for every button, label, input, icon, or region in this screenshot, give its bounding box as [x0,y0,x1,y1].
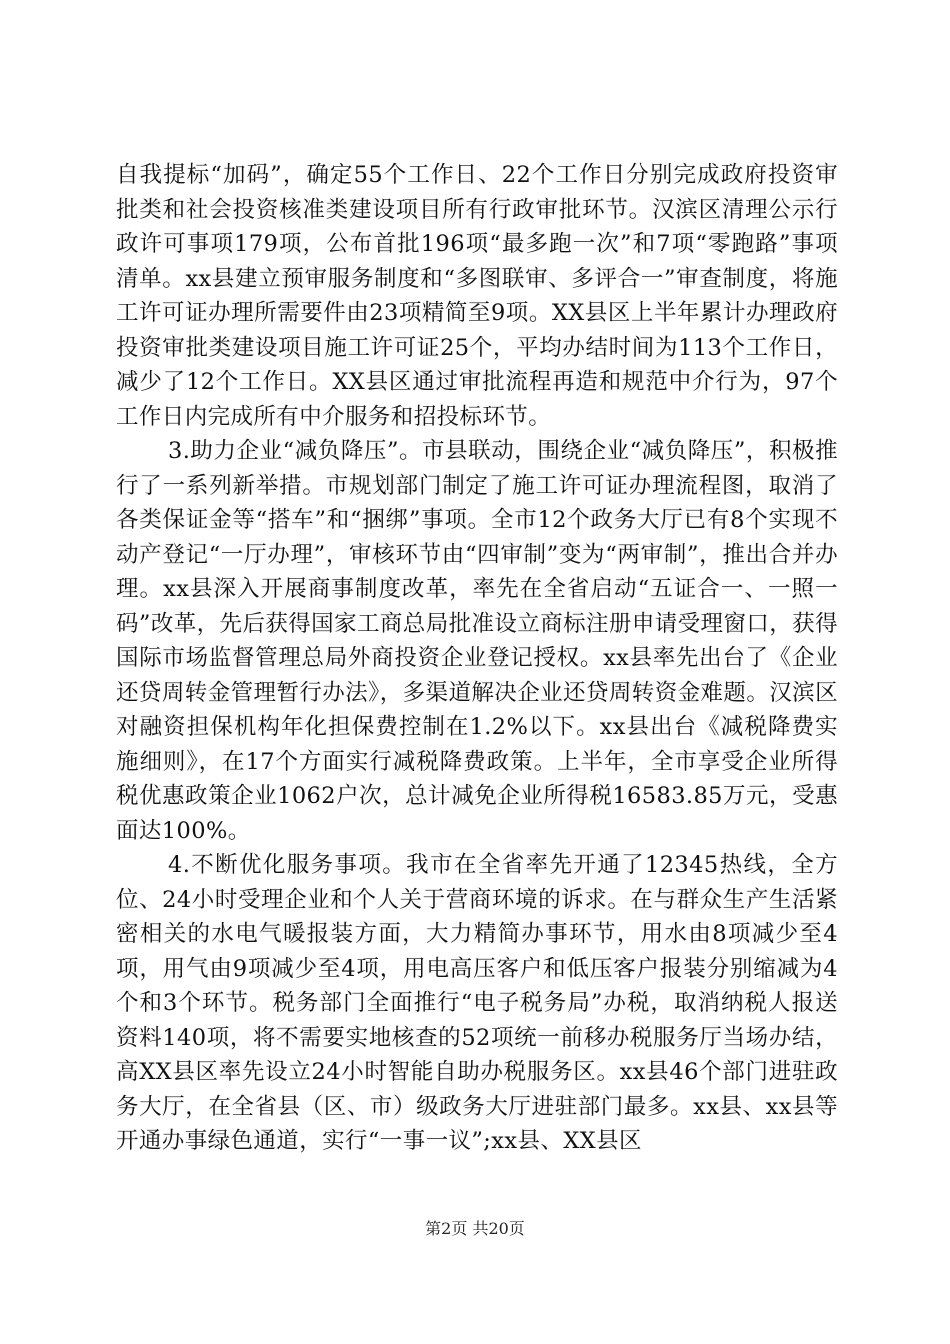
paragraph-section-4: 4.不断优化服务事项。我市在全省率先开通了12345热线，全方位、24小时受理企业和个人关于营商环境的诉求。在与群众生产生活紧密相关的水电气暖报装方面，大力精简办事环节，用水由8项减少至4项，用气由9项减少至4项，用电高压客户和低压客户报装分别缩减为4个和3个环节。税务部门全面推行“电子税务局”办税，取消纳税人报送资料140项，将不需要实地核查的52项统一前移办税服务厅当场办结，高XX县区率先设立24小时智能自助办税服务区。xx县46个部门进驻政务大厅，在全省县（区、市）级政务大厅进驻部门最多。xx县、xx县等开通办事绿色通道，实行“一事一议”;xx县、XX县区 [116,852,838,1154]
paragraph-continuation: 自我提标“加码”，确定55个工作日、22个工作日分别完成政府投资审批类和社会投资核准类建设项目所有行政审批环节。汉滨区清理公示行政许可事项179项，公布首批196项“最多跑一次”和7项“零跑路”事项清单。xx县建立预审服务制度和“多图联审、多评合一”审查制度，将施工许可证办理所需要件由23项精简至9项。XX县区上半年累计办理政府投资审批类建设项目施工许可证25个，平均办结时间为113个工作日，减少了12个工作日。XX县区通过审批流程再造和规范中介行为，97个工作日内完成所有中介服务和招投标环节。 [116,162,838,430]
paragraph-section-3: 3.助力企业“减负降压”。市县联动，围绕企业“减负降压”，积极推行了一系列新举措。市规划部门制定了施工许可证办理流程图，取消了各类保证金等“搭车”和“捆绑”事项。全市12个政务大厅已有8个实现不动产登记“一厅办理”，审核环节由“四审制”变为“两审制”，推出合并办理。xx县深入开展商事制度改革，率先在全省启动“五证合一、一照一码”改革，先后获得国家工商总局批准设立商标注册申请受理窗口，获得国际市场监督管理总局外商投资企业登记授权。xx县率先出台了《企业还贷周转金管理暂行办法》，多渠道解决企业还贷周转资金难题。汉滨区对融资担保机构年化担保费控制在1.2%以下。xx县出台《减税降费实施细则》，在17个方面实行减税降费政策。上半年，全市享受企业所得税优惠政策企业1062户次，总计减免企业所得税16583.85万元，受惠面达100%。 [116,438,838,844]
page-footer: 第2页 共20页 [425,1219,525,1238]
document-body [116,158,838,1159]
